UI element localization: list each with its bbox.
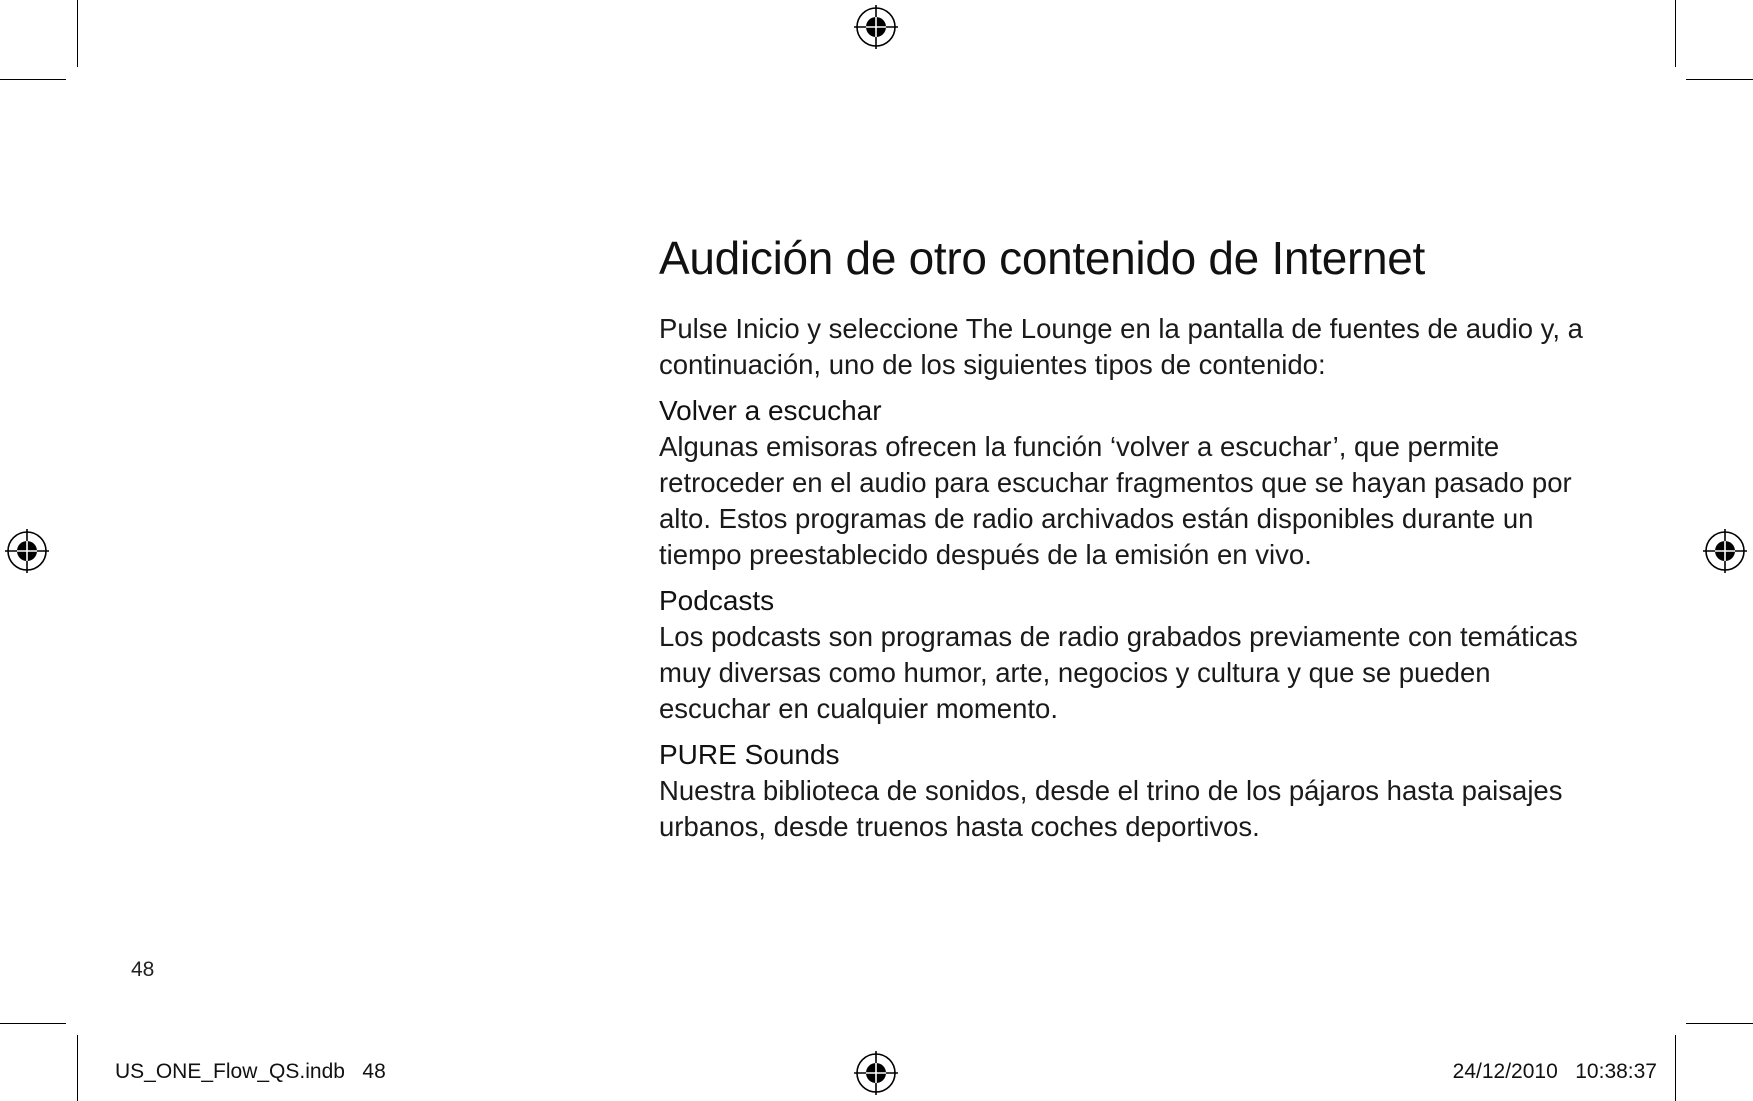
section-volver-a-escuchar [659,393,1589,573]
slug-file-info: US_ONE_Flow_QS.indb 48 [115,1060,386,1083]
crop-mark-bottom-right-horizontal [1686,1023,1753,1024]
crop-mark-bottom-right-vertical [1675,1035,1676,1101]
intro-paragraph: Pulse Inicio y seleccione The Lounge en la pantalla de fuentes de audio y, a continuación, uno de los siguientes tipos de contenido: [659,312,1583,380]
registration-target-icon [1703,529,1747,573]
page-title: Audición de otro contenido de Internet [659,232,1426,284]
crop-mark-top-right-vertical [1675,0,1676,67]
crop-mark-bottom-left-vertical [77,1035,78,1101]
section-podcasts [659,583,1589,727]
section-heading: PURE Sounds [659,738,840,770]
registration-target-icon [5,529,49,573]
section-pure-sounds [659,737,1589,845]
crop-mark-top-right-horizontal [1686,79,1753,80]
section-body: Algunas emisoras ofrecen la función ‘volver a escuchar’, que permite retroceder en el audio para escuchar fragmentos que se hayan pasado por alto. Estos programas de radio archivados están disponibles durante un tiempo preestablecido después de la emisión en vivo. [659,430,1572,570]
section-body: Nuestra biblioteca de sonidos, desde el trino de los pájaros hasta paisajes urbanos, desde truenos hasta coches deportivos. [659,774,1563,842]
section-body: Los podcasts son programas de radio grabados previamente con temáticas muy diversas como humor, arte, negocios y cultura y que se pueden escuchar en cualquier momento. [659,620,1578,724]
main-content [659,232,1589,855]
crop-mark-bottom-left-horizontal [0,1023,66,1024]
section-heading: Podcasts [659,584,775,616]
registration-target-icon [854,5,898,49]
section-heading: Volver a escuchar [659,394,882,426]
crop-mark-top-left-vertical [77,0,78,67]
page-number: 48 [131,958,155,981]
crop-mark-top-left-horizontal [0,79,66,80]
slug-datetime: 24/12/2010 10:38:37 [1452,1060,1657,1083]
registration-target-icon [854,1051,898,1095]
